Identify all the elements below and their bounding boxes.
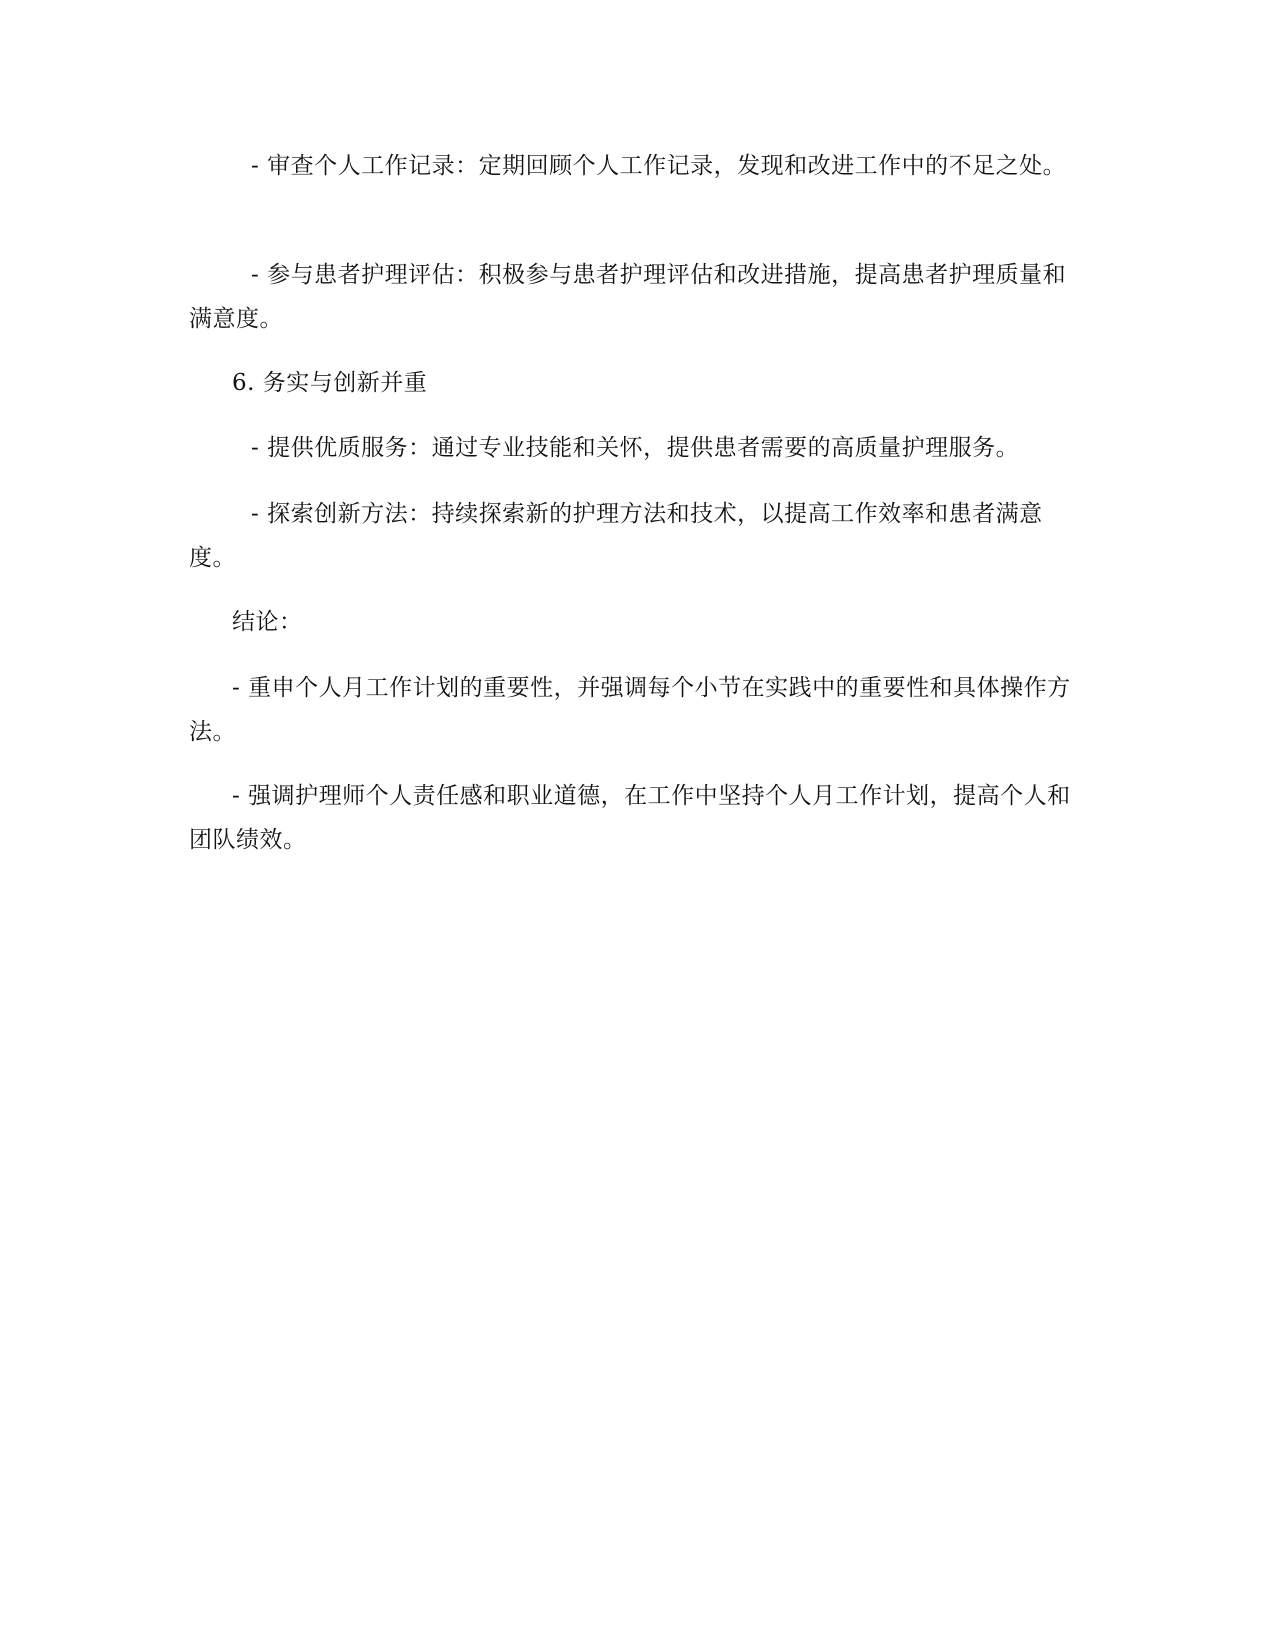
section-heading-6: 6. 务实与创新并重	[232, 370, 428, 396]
bullet-quality-service: - 提供优质服务：通过专业技能和关怀，提供患者需要的高质量护理服务。	[251, 435, 1020, 461]
bullet-review-work-records: - 审查个人工作记录：定期回顾个人工作记录，发现和改进工作中的不足之处。	[251, 153, 1067, 179]
conclusion-heading: 结论：	[232, 609, 303, 635]
conclusion-point-1: - 重申个人月工作计划的重要性，并强调每个小节在实践中的重要性和具体操作方法。	[189, 675, 1071, 745]
conclusion-point-2: - 强调护理师个人责任感和职业道德，在工作中坚持个人月工作计划，提高个人和团队绩效。	[189, 783, 1071, 853]
bullet-innovation-methods: - 探索创新方法：持续探索新的护理方法和技术，以提高工作效率和患者满意度。	[189, 501, 1043, 571]
bullet-patient-care-assessment: - 参与患者护理评估：积极参与患者护理评估和改进措施，提高患者护理质量和满意度。	[189, 262, 1067, 332]
